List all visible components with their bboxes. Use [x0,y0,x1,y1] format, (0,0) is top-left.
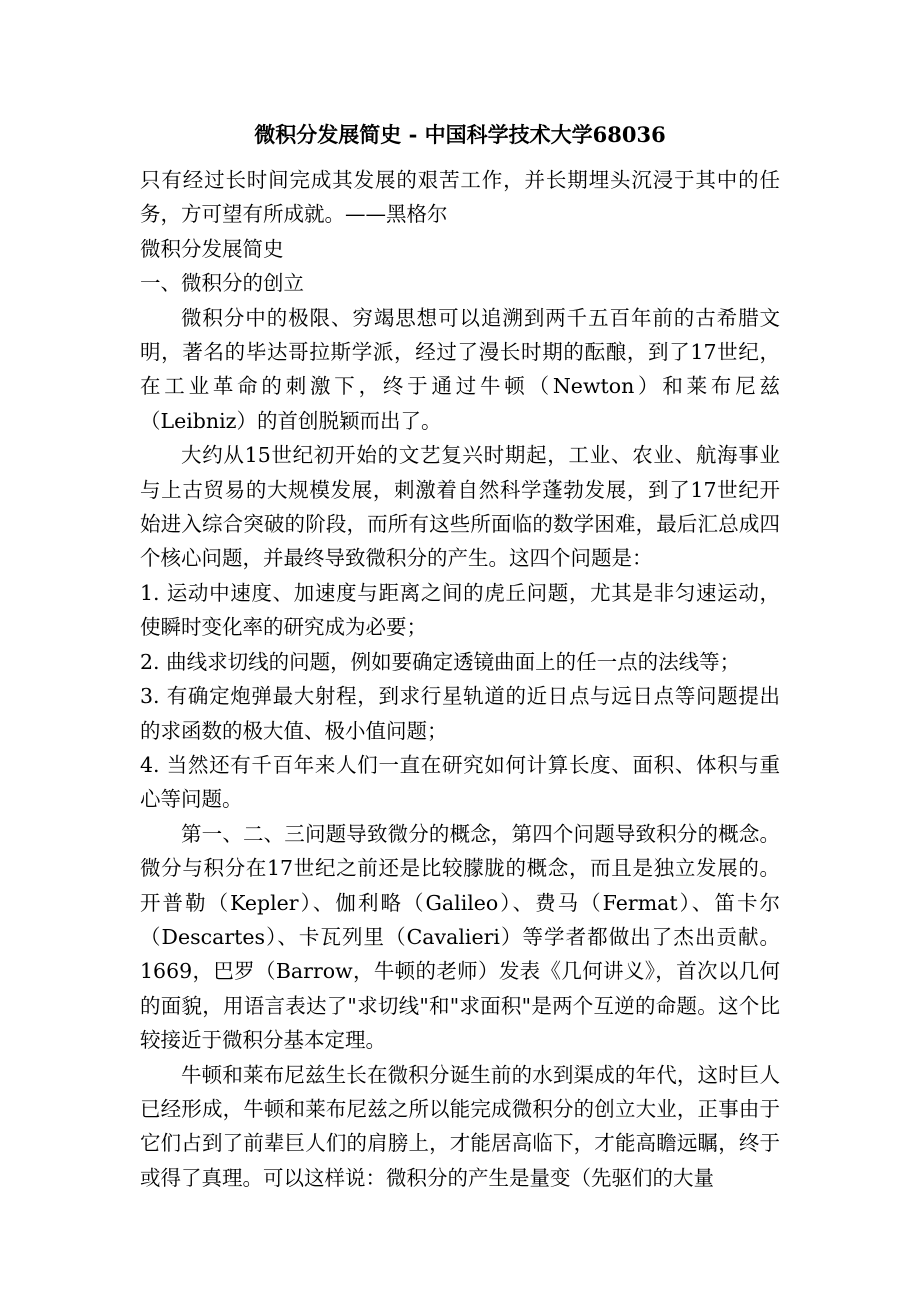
paragraph-differential-integral: 第一、二、三问题导致微分的概念，第四个问题导致积分的概念。微分与积分在17世纪之前还是比较朦胧的概念，而且是独立发展的。开普勒（Kepler）、伽利略（Galileo）、费马（Fermat）、笛卡尔（Descartes）、卡瓦列里（Cavalieri）等学者都做出了杰出贡献。 1669，巴罗（Barrow，牛顿的老师）发表《几何讲义》，首次以几何的面貌，用语言表达了"求切线"和"求面积"是两个互逆的命题。这个比较接近于微积分基本定理。 [140,821,780,1053]
paragraph-renaissance: 大约从15世纪初开始的文艺复兴时期起，工业、农业、航海事业与上古贸易的大规模发展，刺激着自然科学蓬勃发展，到了17世纪开始进入综合突破的阶段，而所有这些所面临的数学困难，最后汇总成四个核心问题，并最终导致微积分的产生。这四个问题是： [140,443,780,571]
document-title: 微积分发展简史 - 中国科学技术大学68036 [254,122,666,147]
document-body [140,163,780,1195]
problem-item-3: 3. 有确定炮弹最大射程，到求行星轨道的近日点与远日点等问题提出的求函数的极大值、极小值问题； [140,684,780,743]
paragraph-origins: 微积分中的极限、穷竭思想可以追溯到两千五百年前的古希腊文明，著名的毕达哥拉斯学派，经过了漫长时期的酝酿，到了17世纪，在工业革命的刺激下，终于通过牛顿（Newton）和莱布尼兹（Leibniz）的首创脱颖而出了。 [140,305,780,433]
problem-item-1: 1. 运动中速度、加速度与距离之间的虎丘问题，尤其是非匀速运动，使瞬时变化率的研究成为必要； [140,580,780,640]
section-heading: 微积分发展简史 [140,236,284,261]
paragraph-newton-leibniz: 牛顿和莱布尼兹生长在微积分诞生前的水到渠成的年代，这时巨人已经形成，牛顿和莱布尼兹之所以能完成微积分的创立大业，正事由于它们占到了前辈巨人们的肩膀上，才能居高临下，才能高瞻远瞩，终于或得了真理。可以这样说：微积分的产生是量变（先驱们的大量 [140,1062,780,1190]
problem-item-4: 4. 当然还有千百年来人们一直在研究如何计算长度、面积、体积与重心等问题。 [140,752,780,812]
hegel-quote: 只有经过长时间完成其发展的艰苦工作，并长期埋头沉浸于其中的任务，方可望有所成就。——黑格尔 [140,168,780,227]
subsection-heading: 一、微积分的创立 [140,271,304,296]
problem-item-2: 2. 曲线求切线的问题，例如要确定透镜曲面上的任一点的法线等； [140,649,741,674]
